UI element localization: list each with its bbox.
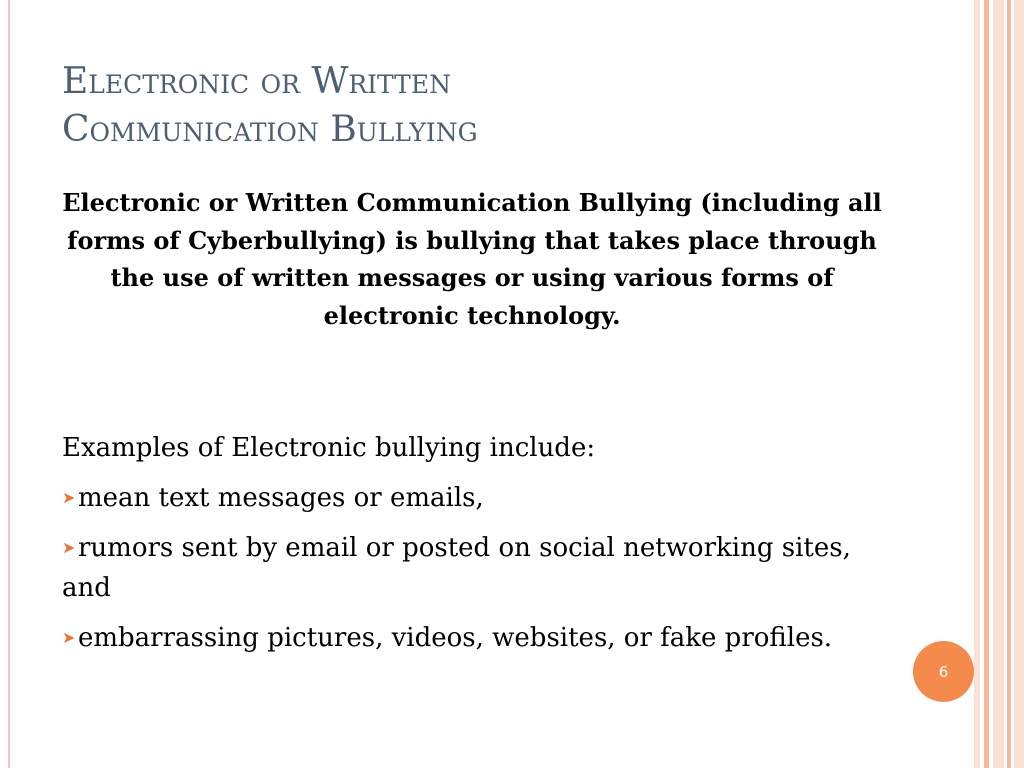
page-number-badge <box>913 641 974 702</box>
right-decorative-stripes <box>974 0 1024 768</box>
examples-intro: Examples of Electronic bullying include: <box>62 433 596 463</box>
stripe <box>993 0 1004 768</box>
list-item-text: embarrassing pictures, videos, websites, or fake profiles. <box>78 623 833 653</box>
arrow-bullet-icon: ➤ <box>62 628 76 647</box>
slide-title-line: Electronic or Written <box>62 61 451 102</box>
stripe <box>1007 0 1011 768</box>
stripe <box>984 0 989 768</box>
list-item-text: mean text messages or emails, <box>78 483 484 513</box>
left-border-line <box>8 0 10 768</box>
slide-title <box>62 58 942 154</box>
definition-paragraph: Electronic or Written Communication Bullying (including all forms of Cyberbullying) is bullying that takes place through the use of written messages or using various forms of electronic technology. <box>62 188 882 330</box>
stripe <box>974 0 980 768</box>
list-item-text: rumors sent by email or posted on social networking sites, and <box>62 533 851 603</box>
arrow-bullet-icon: ➤ <box>62 488 76 507</box>
list-item <box>62 478 882 518</box>
list-item <box>62 528 882 608</box>
arrow-bullet-icon: ➤ <box>62 538 76 557</box>
stripe <box>1014 0 1024 768</box>
list-item <box>62 618 882 658</box>
examples-list <box>62 478 882 668</box>
page-number: 6 <box>938 662 949 681</box>
slide-title-line: Communication Bullying <box>62 109 478 150</box>
